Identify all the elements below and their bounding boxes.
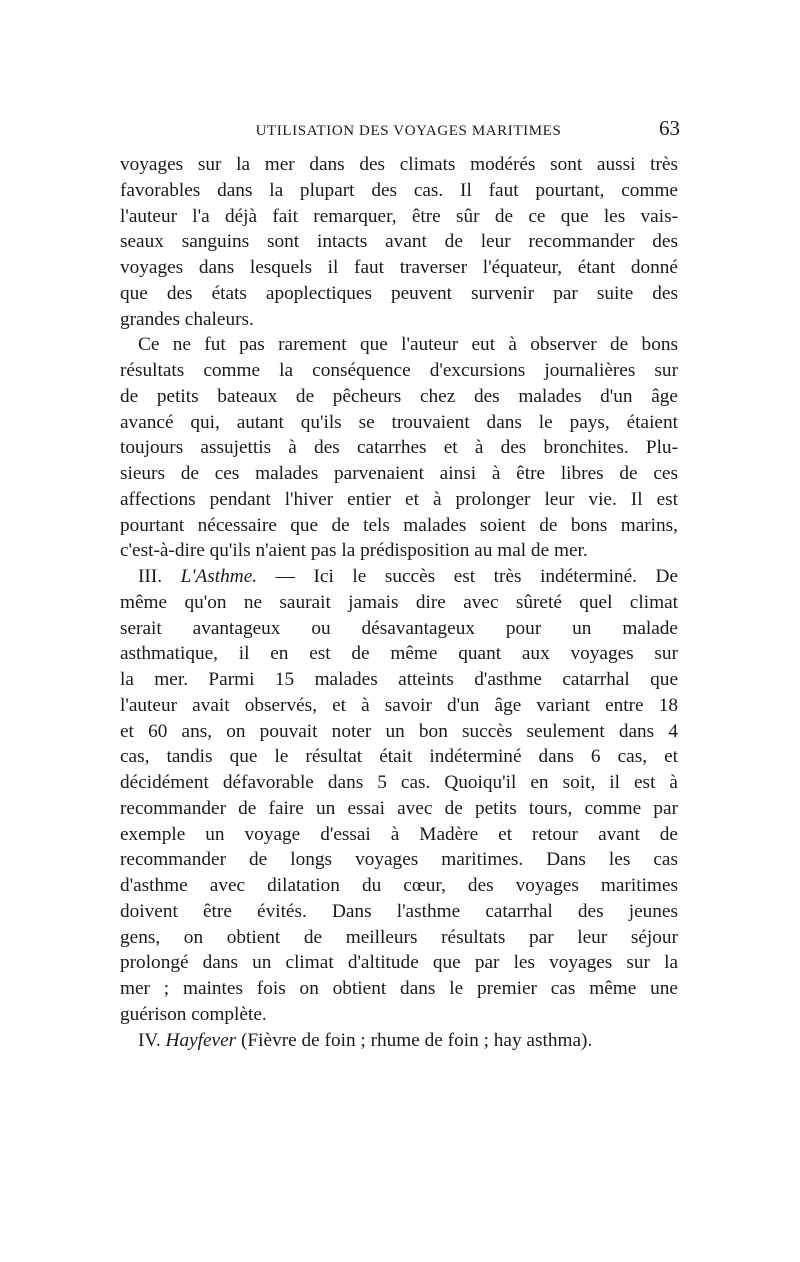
text-line: gens, on obtient de meilleurs résultats par leur séjour — [120, 926, 678, 948]
text-line: serait avantageux ou désavantageux pour un malade — [120, 617, 678, 639]
text-line: mer ; maintes fois on obtient dans le premier cas même une — [120, 978, 678, 999]
text-line: exemple un voyage d'essai à Madère et retour avant de — [120, 823, 678, 845]
text-line: c'est-à-dire qu'ils n'aient pas la prédisposition au mal de mer. — [120, 540, 588, 562]
text-line: guérison complète. — [120, 1003, 267, 1025]
text-line: l'auteur avait observés, et à savoir d'un âge variant entre 18 — [120, 694, 678, 716]
running-title: UTILISATION DES VOYAGES MARITIMES — [255, 123, 562, 139]
section-numeral: IV. — [138, 1029, 161, 1051]
text-line: que des états apoplectiques peuvent survenir par suite des — [120, 282, 678, 304]
text-line: l'auteur l'a déjà fait remarquer, être sûr de ce que les vais- — [120, 205, 678, 227]
paragraph — [120, 152, 678, 332]
text-line: toujours assujettis à des catarrhes et à des bronchites. Plu- — [120, 437, 678, 459]
heading-line-text: (Fièvre de foin ; rhume de foin ; hay asthma). — [241, 1029, 593, 1051]
text-line: la mer. Parmi 15 malades atteints d'asthme catarrhal que — [120, 669, 678, 690]
text-line: recommander de faire un essai avec de petits tours, comme par — [120, 797, 678, 819]
section-title: Hayfever — [165, 1029, 237, 1051]
text-line: de petits bateaux de pêcheurs chez des malades d'un âge — [120, 385, 678, 407]
text-line: seaux sanguins sont intacts avant de leur recommander des — [120, 231, 678, 253]
body-text — [120, 152, 678, 1053]
heading-line-text: — Ici le succès est très indéterminé. De — [275, 566, 678, 587]
section-numeral: III. — [138, 566, 163, 587]
text-line: asthmatique, il en est de même quant aux voyages sur — [120, 643, 678, 665]
text-line: décidément défavorable dans 5 cas. Quoiqu'il en soit, il est à — [120, 772, 678, 793]
text-line: avancé qui, autant qu'ils se trouvaient dans le pays, étaient — [120, 411, 678, 433]
section-title: L'Asthme. — [180, 566, 258, 587]
text-line: favorables dans la plupart des cas. Il faut pourtant, comme — [120, 179, 678, 201]
section-asthme — [120, 564, 678, 1028]
section-heading-line — [120, 1028, 678, 1054]
text-line: voyages sur la mer dans des climats modérés sont aussi très — [120, 154, 678, 175]
text-line: cas, tandis que le résultat était indéterminé dans 6 cas, et — [120, 746, 678, 768]
section-heading-line — [120, 564, 678, 590]
running-header — [118, 116, 680, 146]
text-line: doivent être évités. Dans l'asthme catarrhal des jeunes — [120, 900, 678, 922]
text-line: Ce ne fut pas rarement que l'auteur eut à observer de bons — [138, 334, 678, 356]
text-line: d'asthme avec dilatation du cœur, des voyages maritimes — [120, 875, 678, 896]
text-line: et 60 ans, on pouvait noter un bon succès seulement dans 4 — [120, 720, 678, 742]
text-line: prolongé dans un climat d'altitude que par les voyages sur la — [120, 952, 678, 974]
text-line: grandes chaleurs. — [120, 308, 254, 330]
text-line: même qu'on ne saurait jamais dire avec sûreté quel climat — [120, 591, 678, 613]
text-line: sieurs de ces malades parvenaient ainsi à être libres de ces — [120, 463, 678, 484]
text-line: recommander de longs voyages maritimes. Dans les cas — [120, 849, 678, 871]
paragraph — [120, 332, 678, 564]
text-line: voyages dans lesquels il faut traverser l'équateur, étant donné — [120, 257, 678, 278]
page-number: 63 — [659, 116, 680, 140]
text-line: affections pendant l'hiver entier et à prolonger leur vie. Il est — [120, 488, 678, 510]
text-line: pourtant nécessaire que de tels malades soient de bons marins, — [120, 514, 678, 536]
section-hayfever — [120, 1028, 678, 1054]
text-line: résultats comme la conséquence d'excursions journalières sur — [120, 360, 678, 381]
